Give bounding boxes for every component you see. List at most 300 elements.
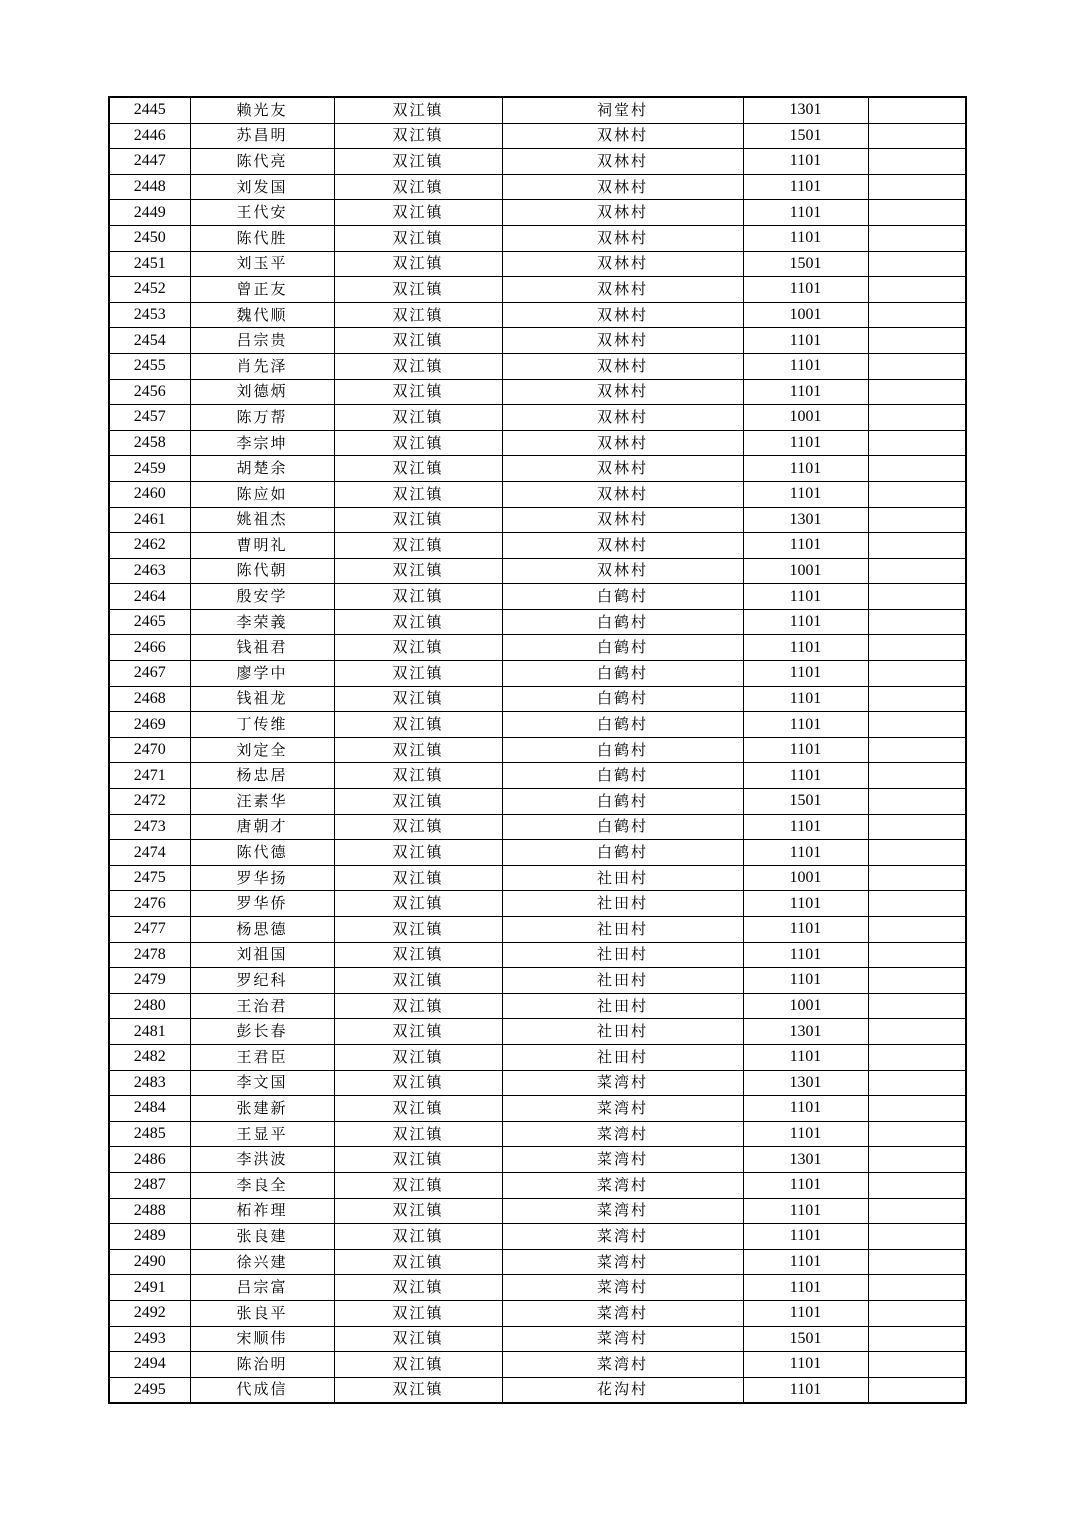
village-cell: 花沟村 <box>502 1377 743 1403</box>
village-cell: 白鹤村 <box>502 609 743 635</box>
town-cell: 双江镇 <box>334 149 502 175</box>
remark-cell <box>868 891 966 917</box>
name-cell: 唐朝才 <box>190 814 334 840</box>
serial-number-cell: 2471 <box>109 763 190 789</box>
name-cell: 张良平 <box>190 1300 334 1326</box>
village-cell: 社田村 <box>502 942 743 968</box>
town-cell: 双江镇 <box>334 379 502 405</box>
town-cell: 双江镇 <box>334 1300 502 1326</box>
remark-cell <box>868 97 966 123</box>
serial-number-cell: 2463 <box>109 558 190 584</box>
town-cell: 双江镇 <box>334 737 502 763</box>
table-row <box>109 149 966 175</box>
town-cell: 双江镇 <box>334 277 502 303</box>
amount-cell: 1001 <box>743 405 868 431</box>
village-cell: 社田村 <box>502 917 743 943</box>
name-cell: 陈应如 <box>190 481 334 507</box>
table-row <box>109 763 966 789</box>
name-cell: 曾正友 <box>190 277 334 303</box>
remark-cell <box>868 1198 966 1224</box>
amount-cell: 1101 <box>743 968 868 994</box>
amount-cell: 1001 <box>743 302 868 328</box>
remark-cell <box>868 456 966 482</box>
serial-number-cell: 2473 <box>109 814 190 840</box>
name-cell: 杨忠居 <box>190 763 334 789</box>
remark-cell <box>868 405 966 431</box>
remark-cell <box>868 328 966 354</box>
table-row <box>109 1224 966 1250</box>
serial-number-cell: 2476 <box>109 891 190 917</box>
serial-number-cell: 2484 <box>109 1096 190 1122</box>
village-cell: 双林村 <box>502 149 743 175</box>
name-cell: 罗纪科 <box>190 968 334 994</box>
serial-number-cell: 2462 <box>109 533 190 559</box>
town-cell: 双江镇 <box>334 1070 502 1096</box>
name-cell: 钱祖龙 <box>190 686 334 712</box>
town-cell: 双江镇 <box>334 609 502 635</box>
amount-cell: 1101 <box>743 1172 868 1198</box>
name-cell: 柘祚理 <box>190 1198 334 1224</box>
serial-number-cell: 2472 <box>109 789 190 815</box>
town-cell: 双江镇 <box>334 481 502 507</box>
village-cell: 双林村 <box>502 533 743 559</box>
village-cell: 白鹤村 <box>502 712 743 738</box>
amount-cell: 1301 <box>743 1147 868 1173</box>
village-cell: 菜湾村 <box>502 1326 743 1352</box>
amount-cell: 1101 <box>743 174 868 200</box>
serial-number-cell: 2458 <box>109 430 190 456</box>
village-cell: 祠堂村 <box>502 97 743 123</box>
serial-number-cell: 2479 <box>109 968 190 994</box>
remark-cell <box>868 763 966 789</box>
name-cell: 吕宗富 <box>190 1275 334 1301</box>
remark-cell <box>868 1275 966 1301</box>
remark-cell <box>868 1044 966 1070</box>
remark-cell <box>868 1096 966 1122</box>
amount-cell: 1501 <box>743 1326 868 1352</box>
town-cell: 双江镇 <box>334 123 502 149</box>
name-cell: 陈代亮 <box>190 149 334 175</box>
village-cell: 社田村 <box>502 865 743 891</box>
amount-cell: 1101 <box>743 891 868 917</box>
village-cell: 双林村 <box>502 302 743 328</box>
table-row <box>109 1070 966 1096</box>
amount-cell: 1001 <box>743 993 868 1019</box>
table-row <box>109 1198 966 1224</box>
table-row <box>109 1352 966 1378</box>
town-cell: 双江镇 <box>334 1275 502 1301</box>
town-cell: 双江镇 <box>334 942 502 968</box>
town-cell: 双江镇 <box>334 1019 502 1045</box>
amount-cell: 1301 <box>743 97 868 123</box>
name-cell: 代成信 <box>190 1377 334 1403</box>
amount-cell: 1101 <box>743 481 868 507</box>
table-row <box>109 1275 966 1301</box>
town-cell: 双江镇 <box>334 251 502 277</box>
village-cell: 双林村 <box>502 507 743 533</box>
table-row <box>109 1096 966 1122</box>
town-cell: 双江镇 <box>334 302 502 328</box>
serial-number-cell: 2451 <box>109 251 190 277</box>
serial-number-cell: 2475 <box>109 865 190 891</box>
remark-cell <box>868 584 966 610</box>
serial-number-cell: 2487 <box>109 1172 190 1198</box>
table-row <box>109 865 966 891</box>
table-row <box>109 840 966 866</box>
serial-number-cell: 2453 <box>109 302 190 328</box>
remark-cell <box>868 174 966 200</box>
remark-cell <box>868 865 966 891</box>
name-cell: 陈治明 <box>190 1352 334 1378</box>
amount-cell: 1101 <box>743 353 868 379</box>
town-cell: 双江镇 <box>334 1352 502 1378</box>
table-row <box>109 789 966 815</box>
town-cell: 双江镇 <box>334 789 502 815</box>
roster-table <box>108 96 967 1404</box>
table-row <box>109 97 966 123</box>
village-cell: 菜湾村 <box>502 1224 743 1250</box>
village-cell: 菜湾村 <box>502 1121 743 1147</box>
table-row <box>109 558 966 584</box>
name-cell: 陈代德 <box>190 840 334 866</box>
name-cell: 李荣義 <box>190 609 334 635</box>
serial-number-cell: 2454 <box>109 328 190 354</box>
remark-cell <box>868 1070 966 1096</box>
name-cell: 魏代顺 <box>190 302 334 328</box>
village-cell: 双林村 <box>502 353 743 379</box>
town-cell: 双江镇 <box>334 1044 502 1070</box>
remark-cell <box>868 968 966 994</box>
roster-body <box>109 97 966 1403</box>
amount-cell: 1101 <box>743 277 868 303</box>
table-row <box>109 814 966 840</box>
town-cell: 双江镇 <box>334 584 502 610</box>
amount-cell: 1001 <box>743 865 868 891</box>
village-cell: 菜湾村 <box>502 1198 743 1224</box>
remark-cell <box>868 225 966 251</box>
serial-number-cell: 2488 <box>109 1198 190 1224</box>
town-cell: 双江镇 <box>334 891 502 917</box>
table-row <box>109 302 966 328</box>
amount-cell: 1101 <box>743 1275 868 1301</box>
table-row <box>109 123 966 149</box>
village-cell: 双林村 <box>502 379 743 405</box>
table-row <box>109 661 966 687</box>
serial-number-cell: 2448 <box>109 174 190 200</box>
name-cell: 刘德炳 <box>190 379 334 405</box>
serial-number-cell: 2478 <box>109 942 190 968</box>
table-row <box>109 1044 966 1070</box>
town-cell: 双江镇 <box>334 968 502 994</box>
name-cell: 刘发国 <box>190 174 334 200</box>
serial-number-cell: 2494 <box>109 1352 190 1378</box>
remark-cell <box>868 814 966 840</box>
town-cell: 双江镇 <box>334 1172 502 1198</box>
amount-cell: 1101 <box>743 1198 868 1224</box>
name-cell: 钱祖君 <box>190 635 334 661</box>
remark-cell <box>868 302 966 328</box>
town-cell: 双江镇 <box>334 1377 502 1403</box>
table-row <box>109 1172 966 1198</box>
town-cell: 双江镇 <box>334 507 502 533</box>
name-cell: 刘玉平 <box>190 251 334 277</box>
town-cell: 双江镇 <box>334 814 502 840</box>
village-cell: 双林村 <box>502 123 743 149</box>
amount-cell: 1101 <box>743 149 868 175</box>
table-row <box>109 174 966 200</box>
amount-cell: 1101 <box>743 1224 868 1250</box>
village-cell: 社田村 <box>502 1019 743 1045</box>
amount-cell: 1101 <box>743 635 868 661</box>
table-row <box>109 200 966 226</box>
table-row <box>109 968 966 994</box>
table-row <box>109 533 966 559</box>
remark-cell <box>868 1326 966 1352</box>
table-row <box>109 277 966 303</box>
name-cell: 刘祖国 <box>190 942 334 968</box>
town-cell: 双江镇 <box>334 1224 502 1250</box>
amount-cell: 1101 <box>743 430 868 456</box>
table-row <box>109 353 966 379</box>
amount-cell: 1101 <box>743 225 868 251</box>
town-cell: 双江镇 <box>334 430 502 456</box>
village-cell: 双林村 <box>502 405 743 431</box>
remark-cell <box>868 712 966 738</box>
village-cell: 双林村 <box>502 430 743 456</box>
table-row <box>109 456 966 482</box>
remark-cell <box>868 917 966 943</box>
village-cell: 菜湾村 <box>502 1172 743 1198</box>
town-cell: 双江镇 <box>334 840 502 866</box>
remark-cell <box>868 1172 966 1198</box>
table-row <box>109 917 966 943</box>
amount-cell: 1101 <box>743 737 868 763</box>
serial-number-cell: 2467 <box>109 661 190 687</box>
serial-number-cell: 2465 <box>109 609 190 635</box>
serial-number-cell: 2477 <box>109 917 190 943</box>
remark-cell <box>868 379 966 405</box>
village-cell: 社田村 <box>502 993 743 1019</box>
remark-cell <box>868 277 966 303</box>
amount-cell: 1301 <box>743 1019 868 1045</box>
name-cell: 丁传维 <box>190 712 334 738</box>
name-cell: 李文国 <box>190 1070 334 1096</box>
name-cell: 陈万帮 <box>190 405 334 431</box>
village-cell: 双林村 <box>502 225 743 251</box>
remark-cell <box>868 686 966 712</box>
serial-number-cell: 2445 <box>109 97 190 123</box>
amount-cell: 1101 <box>743 686 868 712</box>
remark-cell <box>868 481 966 507</box>
name-cell: 肖先泽 <box>190 353 334 379</box>
amount-cell: 1301 <box>743 1070 868 1096</box>
serial-number-cell: 2452 <box>109 277 190 303</box>
village-cell: 菜湾村 <box>502 1352 743 1378</box>
amount-cell: 1101 <box>743 840 868 866</box>
serial-number-cell: 2446 <box>109 123 190 149</box>
amount-cell: 1101 <box>743 584 868 610</box>
serial-number-cell: 2459 <box>109 456 190 482</box>
table-row <box>109 1019 966 1045</box>
serial-number-cell: 2493 <box>109 1326 190 1352</box>
table-row <box>109 251 966 277</box>
amount-cell: 1101 <box>743 814 868 840</box>
name-cell: 吕宗贵 <box>190 328 334 354</box>
town-cell: 双江镇 <box>334 865 502 891</box>
amount-cell: 1301 <box>743 507 868 533</box>
serial-number-cell: 2469 <box>109 712 190 738</box>
remark-cell <box>868 609 966 635</box>
remark-cell <box>868 251 966 277</box>
village-cell: 菜湾村 <box>502 1275 743 1301</box>
serial-number-cell: 2482 <box>109 1044 190 1070</box>
remark-cell <box>868 661 966 687</box>
town-cell: 双江镇 <box>334 712 502 738</box>
amount-cell: 1101 <box>743 942 868 968</box>
town-cell: 双江镇 <box>334 456 502 482</box>
village-cell: 菜湾村 <box>502 1249 743 1275</box>
remark-cell <box>868 200 966 226</box>
table-row <box>109 430 966 456</box>
village-cell: 双林村 <box>502 174 743 200</box>
serial-number-cell: 2450 <box>109 225 190 251</box>
table-row <box>109 1121 966 1147</box>
village-cell: 双林村 <box>502 200 743 226</box>
serial-number-cell: 2489 <box>109 1224 190 1250</box>
remark-cell <box>868 353 966 379</box>
name-cell: 王治君 <box>190 993 334 1019</box>
town-cell: 双江镇 <box>334 225 502 251</box>
serial-number-cell: 2483 <box>109 1070 190 1096</box>
name-cell: 王显平 <box>190 1121 334 1147</box>
remark-cell <box>868 123 966 149</box>
name-cell: 李宗坤 <box>190 430 334 456</box>
town-cell: 双江镇 <box>334 661 502 687</box>
name-cell: 胡楚余 <box>190 456 334 482</box>
serial-number-cell: 2495 <box>109 1377 190 1403</box>
table-row <box>109 1147 966 1173</box>
remark-cell <box>868 942 966 968</box>
town-cell: 双江镇 <box>334 1121 502 1147</box>
village-cell: 菜湾村 <box>502 1147 743 1173</box>
serial-number-cell: 2481 <box>109 1019 190 1045</box>
remark-cell <box>868 840 966 866</box>
name-cell: 彭长春 <box>190 1019 334 1045</box>
table-row <box>109 328 966 354</box>
remark-cell <box>868 1352 966 1378</box>
amount-cell: 1101 <box>743 763 868 789</box>
remark-cell <box>868 1019 966 1045</box>
town-cell: 双江镇 <box>334 763 502 789</box>
town-cell: 双江镇 <box>334 97 502 123</box>
table-row <box>109 712 966 738</box>
serial-number-cell: 2491 <box>109 1275 190 1301</box>
remark-cell <box>868 1300 966 1326</box>
remark-cell <box>868 789 966 815</box>
table-row <box>109 942 966 968</box>
amount-cell: 1101 <box>743 609 868 635</box>
village-cell: 白鹤村 <box>502 840 743 866</box>
town-cell: 双江镇 <box>334 174 502 200</box>
serial-number-cell: 2447 <box>109 149 190 175</box>
amount-cell: 1001 <box>743 558 868 584</box>
table-row <box>109 584 966 610</box>
name-cell: 李良全 <box>190 1172 334 1198</box>
serial-number-cell: 2455 <box>109 353 190 379</box>
table-row <box>109 379 966 405</box>
serial-number-cell: 2470 <box>109 737 190 763</box>
village-cell: 社田村 <box>502 891 743 917</box>
amount-cell: 1101 <box>743 533 868 559</box>
name-cell: 罗华侨 <box>190 891 334 917</box>
town-cell: 双江镇 <box>334 353 502 379</box>
remark-cell <box>868 1249 966 1275</box>
town-cell: 双江镇 <box>334 558 502 584</box>
name-cell: 殷安学 <box>190 584 334 610</box>
serial-number-cell: 2456 <box>109 379 190 405</box>
village-cell: 双林村 <box>502 558 743 584</box>
serial-number-cell: 2492 <box>109 1300 190 1326</box>
town-cell: 双江镇 <box>334 1147 502 1173</box>
town-cell: 双江镇 <box>334 1249 502 1275</box>
village-cell: 社田村 <box>502 968 743 994</box>
table-row <box>109 225 966 251</box>
amount-cell: 1101 <box>743 328 868 354</box>
amount-cell: 1101 <box>743 917 868 943</box>
serial-number-cell: 2485 <box>109 1121 190 1147</box>
table-row <box>109 405 966 431</box>
table-row <box>109 609 966 635</box>
name-cell: 宋顺伟 <box>190 1326 334 1352</box>
amount-cell: 1101 <box>743 456 868 482</box>
remark-cell <box>868 1147 966 1173</box>
amount-cell: 1101 <box>743 1044 868 1070</box>
table-row <box>109 993 966 1019</box>
village-cell: 白鹤村 <box>502 686 743 712</box>
serial-number-cell: 2486 <box>109 1147 190 1173</box>
table-row <box>109 1377 966 1403</box>
village-cell: 白鹤村 <box>502 661 743 687</box>
name-cell: 王君臣 <box>190 1044 334 1070</box>
name-cell: 陈代朝 <box>190 558 334 584</box>
village-cell: 白鹤村 <box>502 763 743 789</box>
table-row <box>109 1300 966 1326</box>
amount-cell: 1501 <box>743 789 868 815</box>
serial-number-cell: 2468 <box>109 686 190 712</box>
table-row <box>109 891 966 917</box>
serial-number-cell: 2449 <box>109 200 190 226</box>
amount-cell: 1101 <box>743 1352 868 1378</box>
name-cell: 曹明礼 <box>190 533 334 559</box>
remark-cell <box>868 430 966 456</box>
name-cell: 姚祖杰 <box>190 507 334 533</box>
village-cell: 白鹤村 <box>502 737 743 763</box>
amount-cell: 1101 <box>743 1121 868 1147</box>
village-cell: 双林村 <box>502 328 743 354</box>
amount-cell: 1101 <box>743 1377 868 1403</box>
amount-cell: 1501 <box>743 123 868 149</box>
village-cell: 白鹤村 <box>502 814 743 840</box>
village-cell: 白鹤村 <box>502 789 743 815</box>
serial-number-cell: 2474 <box>109 840 190 866</box>
village-cell: 双林村 <box>502 456 743 482</box>
name-cell: 苏昌明 <box>190 123 334 149</box>
amount-cell: 1101 <box>743 661 868 687</box>
remark-cell <box>868 737 966 763</box>
amount-cell: 1101 <box>743 1300 868 1326</box>
town-cell: 双江镇 <box>334 917 502 943</box>
table-row <box>109 1249 966 1275</box>
